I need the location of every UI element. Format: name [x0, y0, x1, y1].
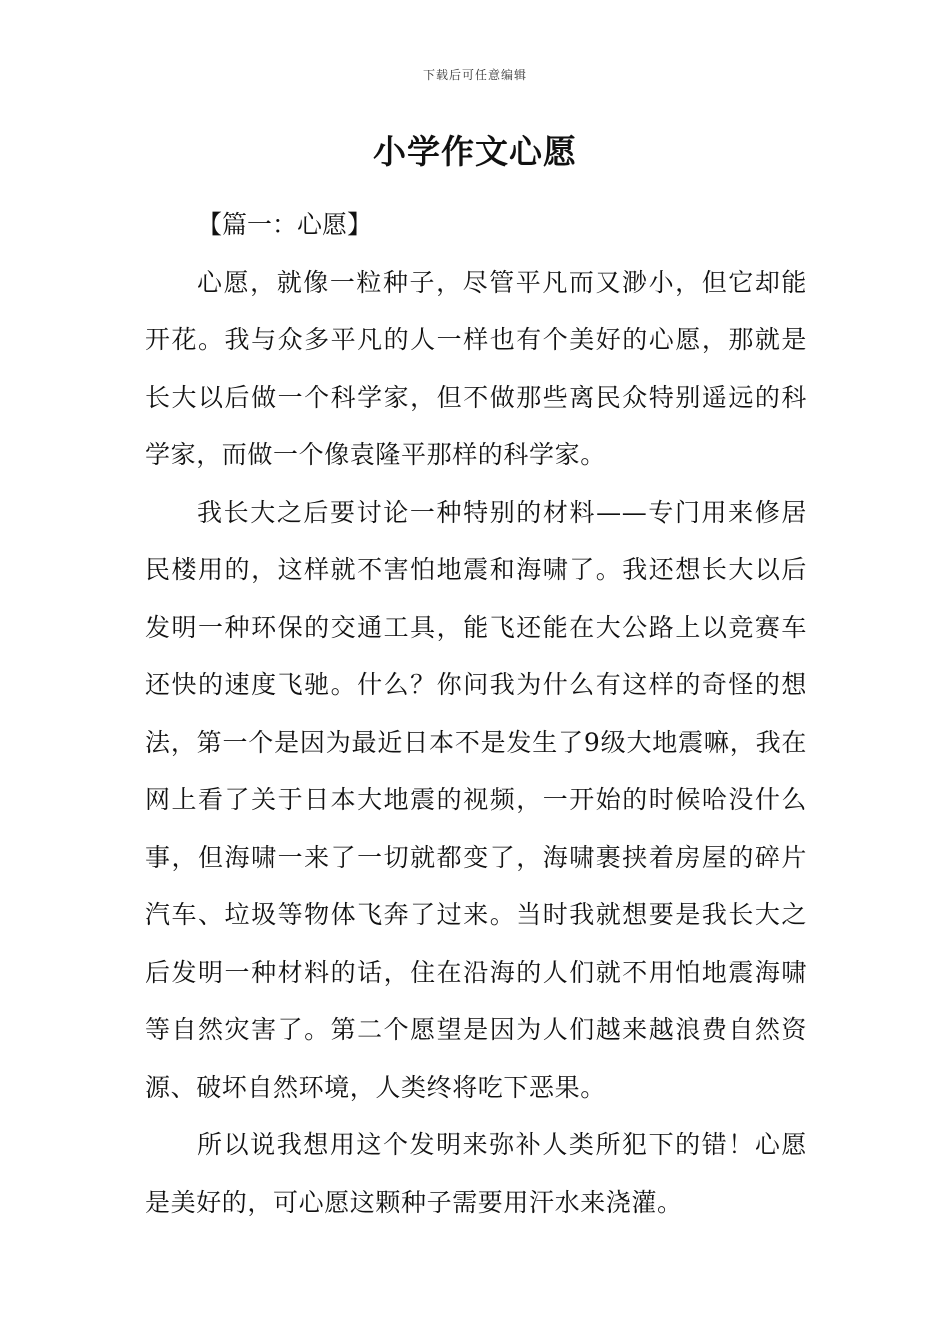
paragraph-1: 心愿，就像一粒种子，尽管平凡而又渺小，但它却能开花。我与众多平凡的人一样也有个美好的心愿，那就是长大以后做一个科学家，但不做那些离民众特别遥远的科学家，而做一个像袁隆平那样的科学家。 [145, 267, 807, 469]
header-note: 下载后可任意编辑 [422, 68, 527, 82]
paragraph-3: 所以说我想用这个发明来弥补人类所犯下的错！心愿是美好的，可心愿这颗种子需要用汗水来浇灌。 [145, 1130, 807, 1217]
document-body [145, 196, 807, 1231]
document-title: 小学作文心愿 [373, 132, 577, 171]
section-heading: 【篇一：心愿】 [197, 210, 373, 239]
paragraph-2: 我长大之后要讨论一种特别的材料——专门用来修居民楼用的，这样就不害怕地震和海啸了。我还想长大以后发明一种环保的交通工具，能飞还能在大公路上以竞赛车还快的速度飞驰。什么？你问我为什么有这样的奇怪的想法，第一个是因为最近日本不是发生了9级大地震嘛，我在网上看了关于日本大地震的视频，一开始的时候哈没什么事，但海啸一来了一切就都变了，海啸裹挟着房屋的碎片汽车、垃圾等物体飞奔了过来。当时我就想要是我长大之后发明一种材料的话，住在沿海的人们就不用怕地震海啸等自然灾害了。第二个愿望是因为人们越来越浪费自然资源、破坏自然环境，人类终将吃下恶果。 [145, 497, 807, 1102]
